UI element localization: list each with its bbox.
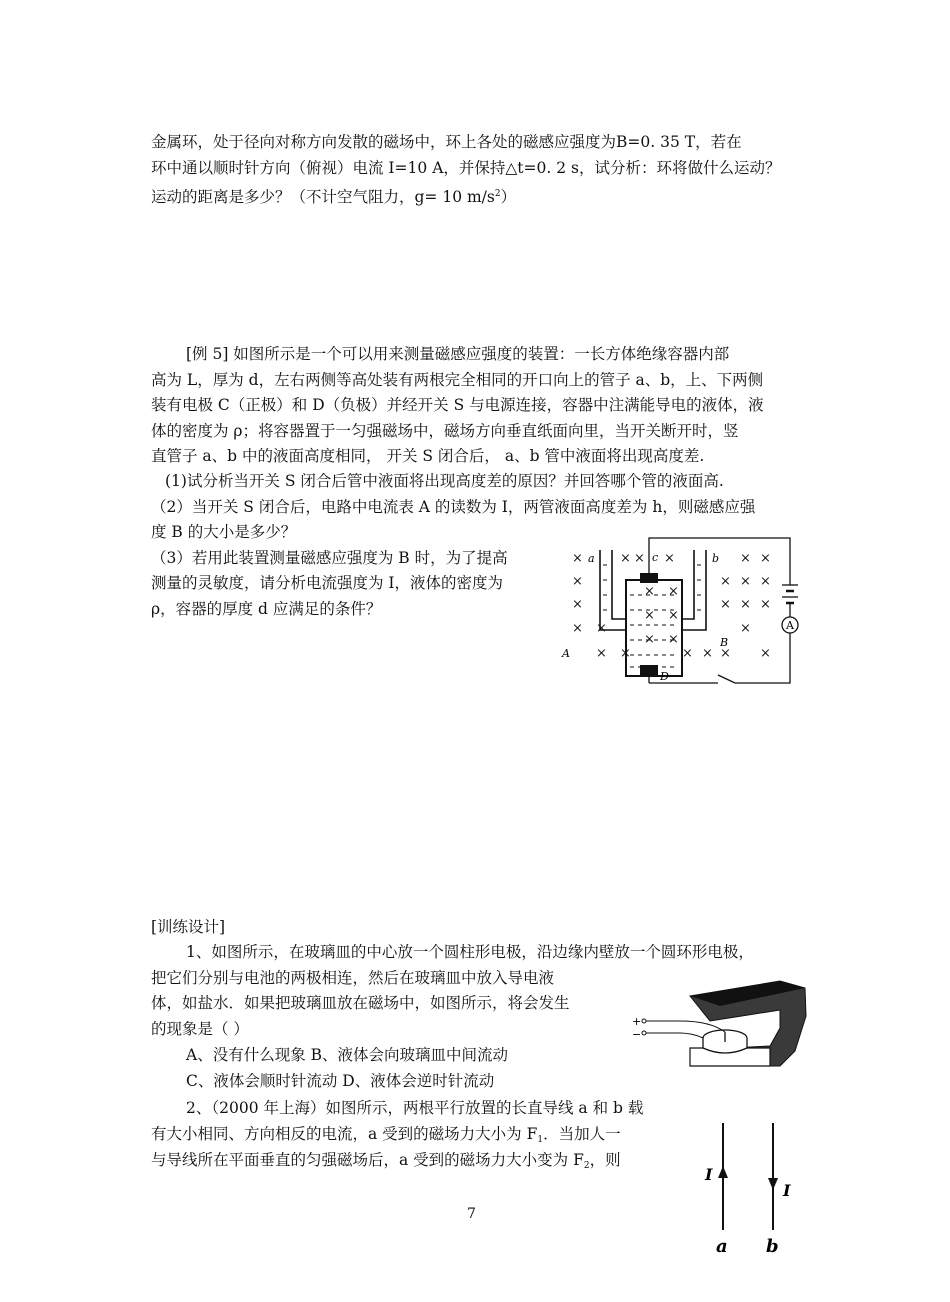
minus-label: − (632, 1028, 642, 1041)
text-span: ） (500, 188, 517, 206)
field-cross: × (572, 597, 583, 612)
field-cross: × (740, 597, 751, 612)
magnet-dish-figure (630, 976, 810, 1071)
label-B: B (720, 636, 729, 649)
field-cross: × (720, 646, 731, 661)
arrow-down-icon (768, 1178, 778, 1190)
pipe-b (682, 550, 694, 619)
text-line: 体的密度为 ρ；将容器置于一匀强磁场中，磁场方向垂直纸面向里，当开关断开时，竖 (151, 422, 739, 440)
text-span: 与导线所在平面垂直的匀强磁场后，a 受到的磁场力大小变为 F (151, 1151, 584, 1169)
question-1: (1)试分析当开关 S 闭合后管中液面将出现高度差的原因？并回答哪个管的液面高. (165, 472, 724, 490)
text-line: 直管子 a、b 中的液面高度相同， 开关 S 闭合后， a、b 管中液面将出现高度差. (151, 447, 705, 465)
label-a: a (588, 552, 595, 565)
text-line (151, 1124, 621, 1150)
subscript: 2 (583, 1161, 590, 1171)
label-A: A (562, 647, 570, 660)
question-2: （2）当开关 S 闭合后，电路中电流表 A 的读数为 I，两管液面高度差为 h，则磁感应强 (151, 498, 756, 516)
text-line (151, 184, 516, 207)
electrode-c (640, 573, 658, 583)
label-b: b (766, 1236, 779, 1257)
text-line (151, 1150, 621, 1176)
field-cross: × (572, 551, 583, 566)
field-cross: × (682, 646, 693, 661)
question-3: ρ，容器的厚度 d 应满足的条件？ (151, 600, 382, 618)
label-b: b (712, 552, 720, 565)
text-line: 的现象是（ ） (151, 1020, 249, 1038)
page-number: 7 (467, 1206, 476, 1222)
terminal (642, 1019, 646, 1023)
field-cross: × (644, 632, 655, 647)
switch-s (718, 675, 735, 683)
magnetic-field-crosses (572, 551, 771, 661)
question-2: 度 B 的大小是多少？ (151, 523, 297, 541)
field-cross: × (572, 574, 583, 589)
field-cross: × (668, 584, 679, 599)
text-line: 环中通以顺时针方向（俯视）电流 I=10 A，并保持△t=0. 2 s，试分析：环将做什么运动？ (151, 159, 781, 177)
text-span: ，则 (589, 1151, 621, 1169)
section-heading: [训练设计] (151, 918, 226, 936)
wire (680, 1033, 703, 1038)
apparatus-figure (560, 535, 805, 690)
terminal (642, 1031, 646, 1035)
label-a: a (716, 1236, 728, 1257)
field-cross: × (668, 608, 679, 623)
current-label-right: I (783, 1181, 791, 1200)
field-cross: × (760, 551, 771, 566)
superscript: 2 (494, 189, 501, 199)
field-cross: × (644, 608, 655, 623)
field-cross: × (644, 584, 655, 599)
subscript: 1 (537, 1135, 544, 1145)
field-cross: × (634, 551, 645, 566)
field-cross: × (620, 646, 631, 661)
text-line: 体，如盐水．如果把玻璃皿放在磁场中，如图所示，将会发生 (151, 994, 570, 1012)
options-ab: A、没有什么现象 B、液体会向玻璃皿中间流动 (186, 1046, 509, 1064)
label-c: c (652, 551, 659, 564)
label-D: D (660, 670, 669, 683)
field-cross: × (720, 574, 731, 589)
field-cross: × (664, 551, 675, 566)
plus-label: + (632, 1015, 642, 1028)
question-3: （3）若用此装置测量磁感应强度为 B 时，为了提高 (151, 549, 508, 567)
arrow-up-icon (718, 1166, 728, 1178)
field-cross: × (740, 551, 751, 566)
options-cd: C、液体会顺时针流动 D、液体会逆时针流动 (186, 1072, 495, 1090)
ammeter-label: A (786, 619, 794, 632)
field-cross: × (740, 574, 751, 589)
field-cross: × (668, 632, 679, 647)
field-cross: × (572, 621, 583, 636)
text-line: 1、如图所示，在玻璃皿的中心放一个圆柱形电极，沿边缘内壁放一个圆环形电极， (186, 943, 754, 961)
text-line: 把它们分别与电池的两极相连，然后在玻璃皿中放入导电液 (151, 969, 555, 987)
field-cross: × (702, 646, 713, 661)
current-label-left: I (705, 1165, 713, 1184)
electrode-d (640, 665, 658, 675)
field-cross: × (760, 597, 771, 612)
text-line: 装有电极 C（正极）和 D（负极）并经开关 S 与电源连接，容器中注满能导电的液体，液 (151, 396, 764, 414)
question-3: 测量的灵敏度，请分析电流强度为 I，液体的密度为 (151, 574, 504, 592)
text-line: 金属环，处于径向对称方向发散的磁场中，环上各处的磁感应强度为B=0. 35 T，若在 (151, 133, 742, 151)
field-cross: × (740, 621, 751, 636)
text-line: [例 5] 如图所示是一个可以用来测量磁感应强度的装置：一长方体绝缘容器内部 (186, 345, 730, 363)
field-cross: × (620, 551, 631, 566)
field-cross: × (596, 646, 607, 661)
parallel-wires-figure (695, 1118, 805, 1258)
text-line: 2、（2000 年上海）如图所示，两根平行放置的长直导线 a 和 b 载 (186, 1099, 644, 1117)
field-cross: × (760, 574, 771, 589)
text-span: 运动的距离是多少？（不计空气阻力，g= 10 m/s (151, 188, 495, 206)
field-cross: × (760, 646, 771, 661)
text-span: ．当加人一 (543, 1125, 621, 1143)
field-cross: × (720, 597, 731, 612)
text-line: 高为 L，厚为 d，左右两侧等高处装有两根完全相同的开口向上的管子 a、b，上、下两侧 (151, 371, 764, 389)
field-cross: × (596, 621, 607, 636)
text-span: 有大小相同、方向相反的电流，a 受到的磁场力大小为 F (151, 1125, 538, 1143)
